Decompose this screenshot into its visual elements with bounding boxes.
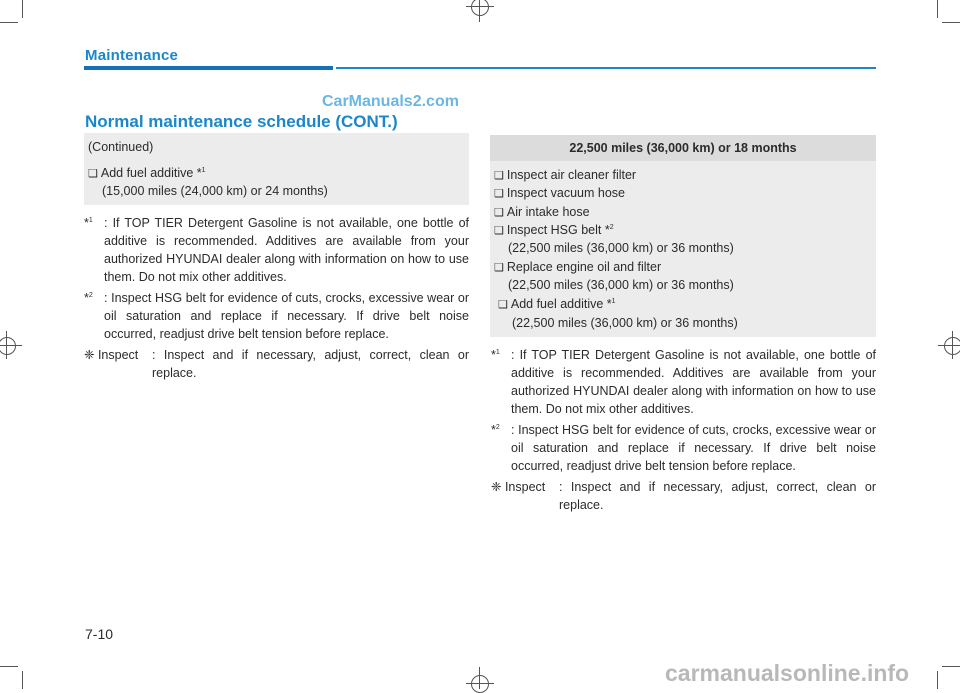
item-text: Inspect HSG belt * [506,223,610,237]
checklist-item [494,223,614,237]
crop-mark [0,666,18,667]
checklist-item [494,168,636,182]
header-rule-dark [84,66,333,70]
footnote-number: 2 [495,423,500,431]
checkbox-icon: ❑ [494,262,504,274]
interval-header: 22,500 miles (36,000 km) or 18 months [490,135,876,161]
item-text: Inspect air cleaner filter [506,168,637,182]
footnote-number: 2 [88,291,93,299]
interval-box [490,161,876,337]
footnote-number: 1 [88,216,93,224]
item-interval: (22,500 miles (36,000 km) or 36 months) [508,278,734,292]
footnote-ref: 1 [611,297,616,305]
left-notes [84,214,469,385]
checkbox-icon: ❑ [88,168,98,180]
crop-mark [22,671,23,689]
inspect-label: ❈ Inspect [491,480,546,494]
inspect-text: : Inspect and if necessary, adjust, correct, clean or replace. [559,480,876,512]
checklist-item [494,205,590,219]
item-interval: (15,000 miles (24,000 km) or 24 months) [102,184,328,198]
footnote-text: : If TOP TIER Detergent Gasoline is not available, one bottle of additive is recommended. Additives are available from your authorized HYUNDAI dealer along with information on how to use them. Do not mix other additives. [104,216,469,284]
item-text: Air intake hose [506,205,590,219]
footnote-2 [84,289,469,343]
footnote-star: * [491,423,496,437]
checklist-item [88,166,206,180]
header-rule-light [336,67,876,69]
checklist-item [494,260,661,274]
page-heading: Normal maintenance schedule (CONT.) [85,112,398,131]
footnote-ref: 1 [201,166,206,174]
footnote-text: : If TOP TIER Detergent Gasoline is not available, one bottle of additive is recommended. Additives are available from your authorized HYUNDAI dealer along with information on how to use them. Do not mix other additives. [511,348,876,416]
inspect-note [491,478,876,514]
inspect-text: : Inspect and if necessary, adjust, correct, clean or replace. [152,348,469,380]
checkbox-icon: ❑ [494,170,504,182]
item-text: Add fuel additive * [100,166,202,180]
footer-watermark: carmanualsonline.info [665,660,910,686]
footnote-1 [491,346,876,418]
footnote-1 [84,214,469,286]
item-interval: (22,500 miles (36,000 km) or 36 months) [512,316,738,330]
item-text: Inspect vacuum hose [506,186,625,200]
watermark-top: CarManuals2.com [322,93,459,110]
continued-label: (Continued) [88,140,154,154]
footnote-text: : Inspect HSG belt for evidence of cuts, crocks, excessive wear or oil saturation and replace if necessary. If drive belt noise occurred, readjust drive belt tension before replace. [104,291,469,341]
item-text: Replace engine oil and filter [506,260,662,274]
checkbox-icon: ❑ [494,225,504,237]
footnote-star: * [491,348,496,362]
footnote-ref: 2 [609,223,614,231]
crop-mark [942,22,960,23]
footnote-2 [491,421,876,475]
inspect-label: ❈ Inspect [84,348,139,362]
checkbox-icon: ❑ [498,299,508,311]
checkbox-icon: ❑ [494,207,504,219]
footnote-number: 1 [495,348,500,356]
crop-mark [937,671,938,689]
crop-mark [942,666,960,667]
crop-mark [22,0,23,18]
right-notes [491,346,876,517]
crop-mark [0,22,18,23]
item-text: Add fuel additive * [510,297,612,311]
footnote-star: * [84,216,89,230]
footnote-text: : Inspect HSG belt for evidence of cuts, crocks, excessive wear or oil saturation and replace if necessary. If drive belt noise occurred, readjust drive belt tension before replace. [511,423,876,473]
checklist-item [498,297,616,311]
item-interval: (22,500 miles (36,000 km) or 36 months) [508,241,734,255]
inspect-note [84,346,469,382]
crop-mark [937,0,938,18]
checkbox-icon: ❑ [494,188,504,200]
checklist-item [494,186,625,200]
continued-box [84,133,469,205]
page-number: 7-10 [85,626,114,642]
footnote-star: * [84,291,89,305]
section-title: Maintenance [85,47,179,64]
